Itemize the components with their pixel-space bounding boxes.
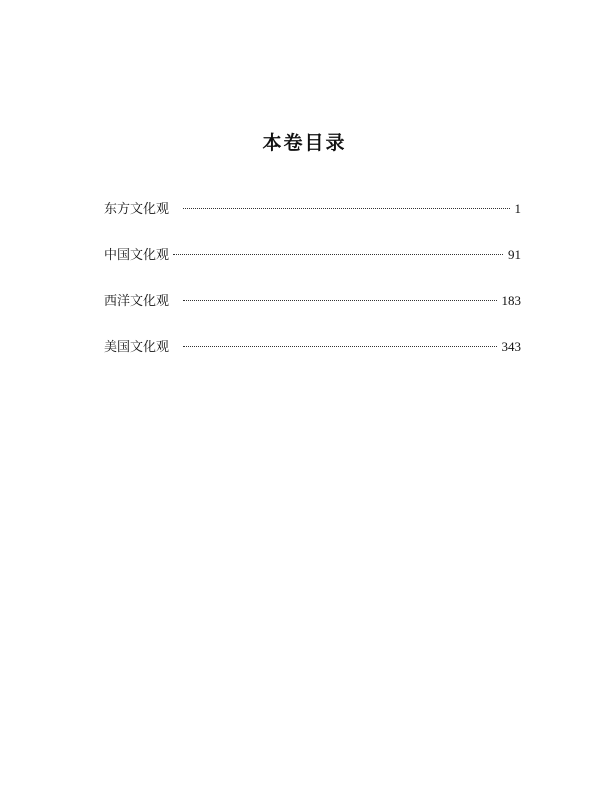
page-title: 本卷目录	[262, 132, 347, 154]
toc-entry-page-number: 183	[501, 293, 521, 308]
dot-leader	[183, 346, 496, 347]
toc-entry-label: 美国文化观	[104, 340, 170, 355]
toc-entry-page-number: 91	[508, 247, 521, 262]
dot-leader	[173, 254, 503, 255]
toc-entry[interactable]	[104, 198, 521, 220]
toc-entry-label: 中国文化观	[104, 248, 170, 263]
toc-entry-label: 西洋文化观	[104, 294, 170, 309]
toc-entry-page-number: 343	[501, 339, 521, 354]
dot-leader	[183, 300, 496, 301]
toc-entry-label: 东方文化观	[104, 202, 170, 217]
toc-entry[interactable]	[104, 244, 521, 266]
table-of-contents	[104, 198, 521, 382]
dot-leader	[183, 208, 509, 209]
toc-entry-page-number: 1	[514, 201, 521, 216]
toc-entry[interactable]	[104, 336, 521, 358]
toc-entry[interactable]	[104, 290, 521, 312]
